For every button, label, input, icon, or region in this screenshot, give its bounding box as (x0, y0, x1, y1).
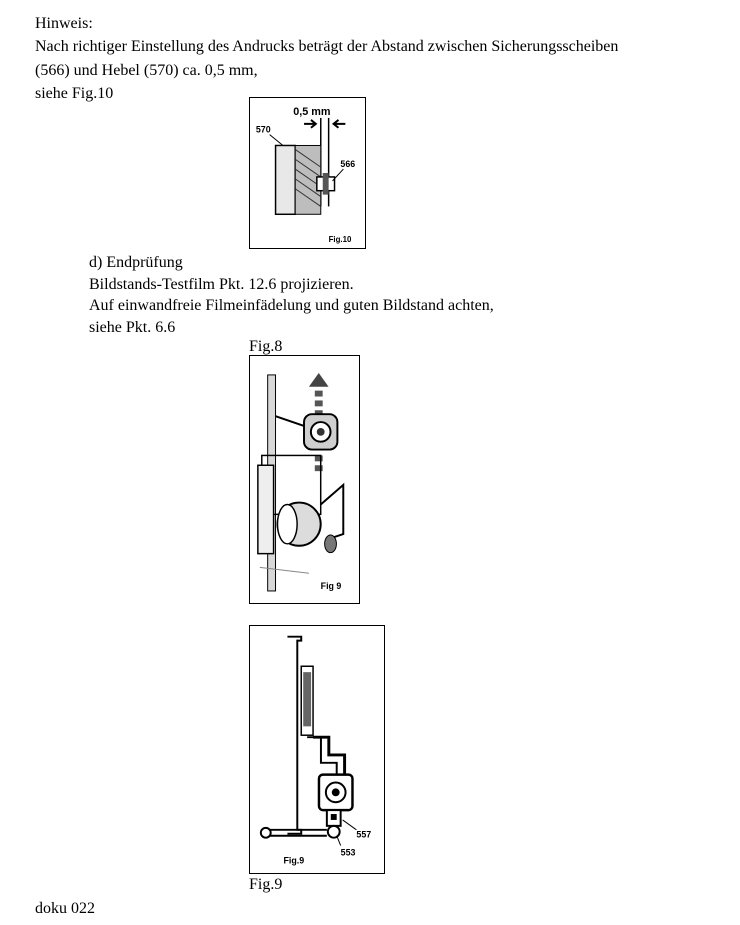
arrow-left-icon (334, 120, 346, 128)
note-heading: Hinweis: (35, 15, 93, 32)
figure-9-drawing (250, 626, 384, 873)
note-line-2: (566) und Hebel (570) ca. 0,5 mm, (35, 62, 258, 79)
fig9-inner-caption: Fig.9 (283, 855, 305, 866)
final-check-line-1: Bildstands-Testfilm Pkt. 12.6 projizieren. (89, 276, 354, 293)
figure-8-drawing (250, 356, 359, 603)
fig10-label-566: 566 (340, 159, 356, 170)
final-check-line-3: siehe Pkt. 6.6 (89, 319, 176, 336)
fig10-inner-caption: Fig.10 (328, 234, 352, 244)
figure-8 (249, 355, 360, 604)
final-check-heading: d) Endprüfung (89, 254, 183, 271)
arrow-up-icon (309, 373, 329, 387)
fig10-label-570: 570 (255, 124, 271, 135)
arrow-right-icon (304, 120, 316, 128)
fig8-inner-caption: Fig 9 (320, 580, 342, 591)
note-line-3: siehe Fig.10 (35, 85, 114, 102)
fig9-label-553: 553 (340, 847, 356, 858)
footer-doc-id: doku 022 (35, 900, 95, 917)
fig10-dimension-label: 0,5 mm (293, 106, 331, 119)
final-check-line-2: Auf einwandfreie Filmeinfädelung und guten Bildstand achten, (89, 297, 494, 314)
note-line-1: Nach richtiger Einstellung des Andrucks beträgt der Abstand zwischen Sicherungsscheiben (35, 38, 619, 55)
figure-9 (249, 625, 385, 874)
fig8-caption: Fig.8 (249, 338, 283, 355)
figure-10 (249, 97, 366, 249)
figure-10-drawing (250, 98, 365, 248)
fig9-caption: Fig.9 (249, 876, 283, 893)
fig9-label-557: 557 (356, 829, 372, 840)
